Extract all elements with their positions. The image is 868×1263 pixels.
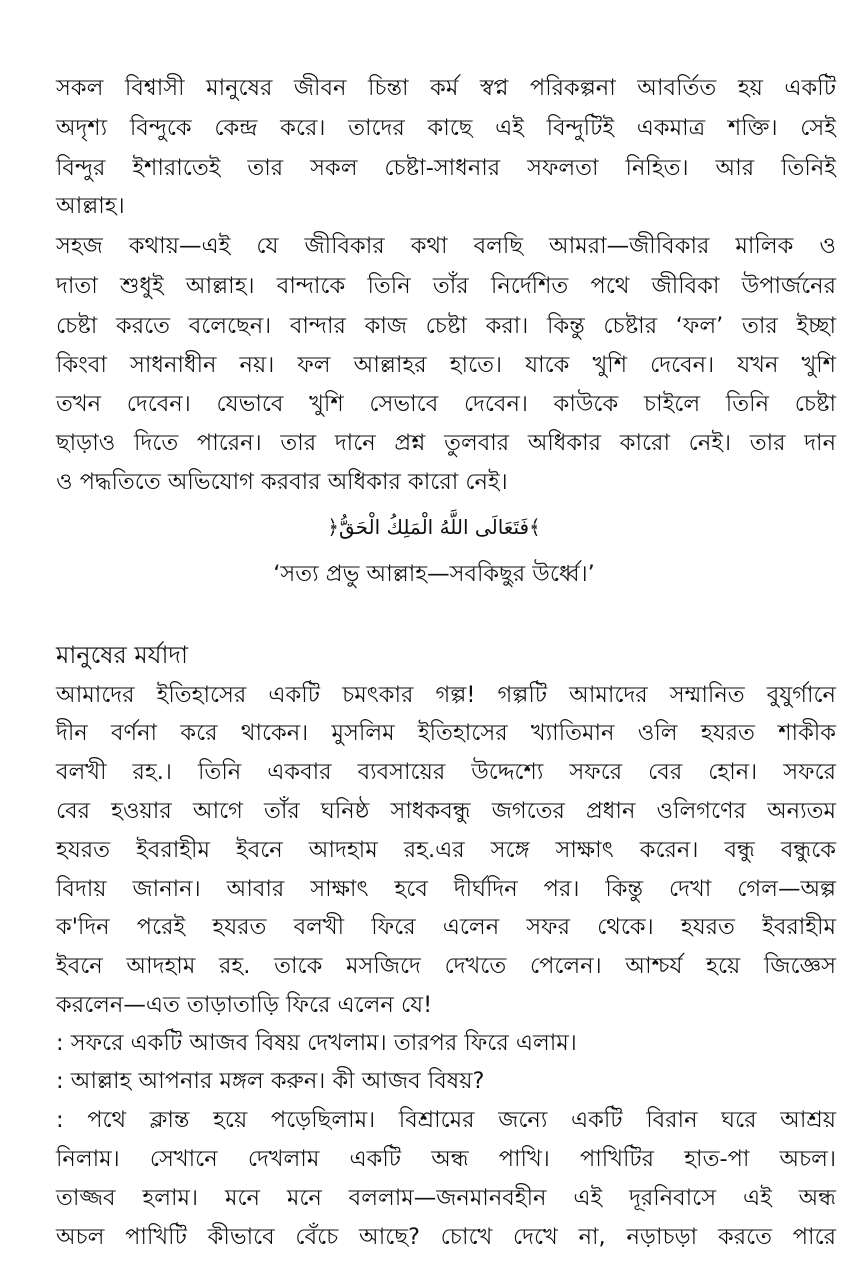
body-text-line: বিন্দুর ইশারাতেই তার সকল চেষ্টা-সাধনার সফলতা নিহিত। আর তিনিই bbox=[56, 155, 836, 181]
body-text-line: দীন বর্ণনা করে থাকেন। মুসলিম ইতিহাসের খ্যাতিমান ওলি হযরত শাকীক bbox=[56, 720, 836, 746]
body-text-line: তাজ্জব হলাম। মনে মনে বললাম—জনমানবহীন এই দূরনিবাসে এই অন্ধ bbox=[56, 1185, 836, 1211]
dialogue-line: : আল্লাহ আপনার মঙ্গল করুন। কী আজব বিষয়? bbox=[56, 1068, 485, 1094]
body-text-line: আল্লাহ। bbox=[56, 193, 125, 219]
body-text-line: চেষ্টা করতে বলেছেন। বান্দার কাজ চেষ্টা করা। কিন্তু চেষ্টার ‘ফল’ তার ইচ্ছা bbox=[56, 313, 836, 339]
body-text-line: কিংবা সাধনাধীন নয়। ফল আল্লাহর হাতে। যাকে খুশি দেবেন। যখন খুশি bbox=[56, 352, 836, 378]
body-text-line: : পথে ক্লান্ত হয়ে পড়েছিলাম। বিশ্রামের জন্যে একটি বিরান ঘরে আশ্রয় bbox=[56, 1107, 836, 1133]
section-heading: মানুষের মর্যাদা bbox=[56, 641, 188, 669]
body-text-line: তখন দেবেন। যেভাবে খুশি সেভাবে দেবেন। কাউকে চাইলে তিনি চেষ্টা bbox=[56, 391, 836, 417]
body-text-line: দাতা শুধুই আল্লাহ। বান্দাকে তিনি তাঁর নির্দেশিত পথে জীবিকা উপার্জনের bbox=[56, 273, 836, 299]
body-text-line: অচল পাখিটি কীভাবে বেঁচে আছে? চোখে দেখে না, নড়াচড়া করতে পারে bbox=[56, 1224, 836, 1250]
body-text-line: বলখী রহ.। তিনি একবার ব্যবসায়ের উদ্দেশ্যে সফরে বের হোন। সফরে bbox=[56, 759, 836, 785]
body-text-line: ও পদ্ধতিতে অভিযোগ করবার অধিকার কারো নেই। bbox=[56, 469, 508, 495]
body-text-line: ইবনে আদহাম রহ. তাকে মসজিদে দেখতে পেলেন। আশ্চর্য হয়ে জিজ্ঞেস bbox=[56, 953, 836, 979]
body-text-line: বের হওয়ার আগে তাঁর ঘনিষ্ঠ সাধকবন্ধু জগতের প্রধান ওলিগণের অন্যতম bbox=[56, 798, 836, 824]
body-text-line: ক'দিন পরেই হযরত বলখী ফিরে এলেন সফর থেকে। হযরত ইবরাহীম bbox=[56, 914, 836, 940]
body-text-line: করলেন—এত তাড়াতাড়ি ফিরে এলেন যে! bbox=[56, 992, 433, 1018]
body-text-line: ছাড়াও দিতে পারেন। তার দানে প্রশ্ন তুলবার অধিকার কারো নেই। তার দান bbox=[56, 430, 836, 456]
dialogue-line: : সফরে একটি আজব বিষয় দেখলাম। তারপর ফিরে এলাম। bbox=[56, 1030, 577, 1056]
quran-verse-arabic: ﴿فَتَعَالَى اللَّهُ الْمَلِكُ الْحَقُّ﴾ bbox=[327, 515, 541, 539]
body-text-line: সহজ কথায়—এই যে জীবিকার কথা বলছি আমরা—জীবিকার মালিক ও bbox=[56, 233, 836, 259]
body-text-line: বিদায় জানান। আবার সাক্ষাৎ হবে দীর্ঘদিন পর। কিন্তু দেখা গেল—অল্প bbox=[56, 876, 836, 902]
body-text-line: আমাদের ইতিহাসের একটি চমৎকার গল্প! গল্পটি আমাদের সম্মানিত বুযুর্গানে bbox=[56, 682, 836, 708]
body-text-line: অদৃশ্য বিন্দুকে কেন্দ্র করে। তাদের কাছে এই বিন্দুটিই একমাত্র শক্তি। সেই bbox=[56, 115, 836, 141]
verse-translation: ‘সত্য প্রভু আল্লাহ—সবকিছুর উর্ধ্বে।’ bbox=[273, 561, 595, 587]
body-text-line: সকল বিশ্বাসী মানুষের জীবন চিন্তা কর্ম স্বপ্ন পরিকল্পনা আবর্তিত হয় একটি bbox=[56, 75, 836, 101]
body-text-line: হযরত ইবরাহীম ইবনে আদহাম রহ.এর সঙ্গে সাক্ষাৎ করেন। বন্ধু বন্ধুকে bbox=[56, 837, 836, 863]
body-text-line: নিলাম। সেখানে দেখলাম একটি অন্ধ পাখি। পাখিটির হাত-পা অচল। bbox=[56, 1146, 836, 1172]
